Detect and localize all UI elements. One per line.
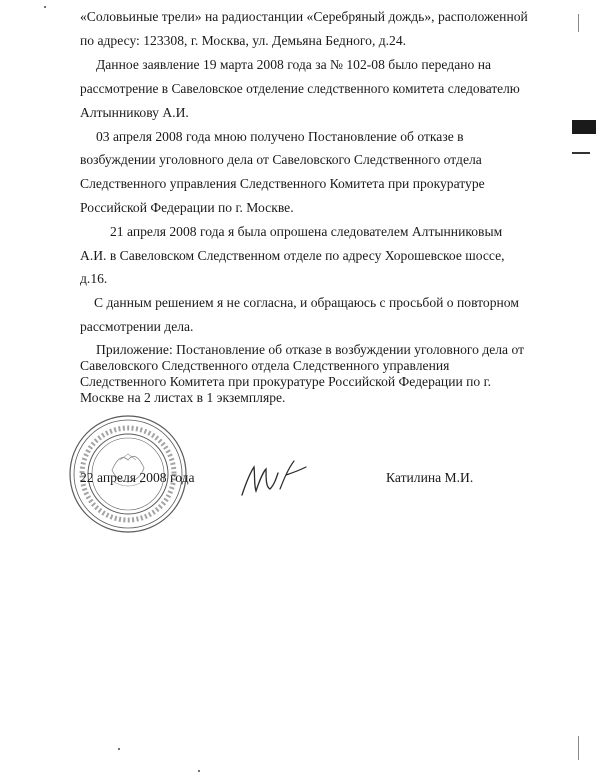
scan-speck [198,770,200,772]
signature-date: 22 апреля 2008 года [80,470,195,485]
text-line: «Соловьиные трели» на радиостанции «Серебряный дождь», расположенной [80,9,528,24]
text-line: 03 апреля 2008 года мною получено Постановление об отказе в [96,129,464,144]
text-line: Данное заявление 19 марта 2008 года за № 102-08 было передано на [96,57,492,72]
text-line: возбуждении уголовного дела от Савеловского Следственного отдела [80,152,482,167]
text-line: д.16. [80,271,108,286]
margin-tick [578,14,579,32]
text-line: Следственного Комитета при прокуратуре Российской Федерации по г. [80,374,492,389]
text-line: рассмотрение в Савеловское отделение следственного комитета следователю [80,81,520,96]
margin-scan-mark [572,120,596,134]
text-line: Приложение: Постановление об отказе в возбуждении уголовного дела от [96,342,525,357]
handwritten-signature [236,455,312,501]
text-line: 21 апреля 2008 года я была опрошена следователем Алтынниковым [110,224,503,239]
scan-speck [118,748,120,750]
text-line: Алтынникову А.И. [80,105,189,120]
text-line: С данным решением я не согласна, и обращаюсь с просьбой о повторном [94,295,519,310]
text-line: Российской Федерации по г. Москве. [80,200,294,215]
text-line: А.И. в Савеловском Следственном отделе по адресу Хорошевское шоссе, [80,248,505,263]
text-line: рассмотрении дела. [80,319,194,334]
text-line: по адресу: 123308, г. Москва, ул. Демьяна Бедного, д.24. [80,33,407,48]
signer-name: Катилина М.И. [386,470,474,485]
text-line: Савеловского Следственного отдела Следственного управления [80,358,450,373]
margin-scan-dash [572,152,590,154]
scan-speck [44,6,46,8]
text-line: Москве на 2 листах в 1 экземпляре. [80,390,286,405]
margin-tick [578,736,579,760]
text-line: Следственного управления Следственного Комитета при прокуратуре [80,176,485,191]
